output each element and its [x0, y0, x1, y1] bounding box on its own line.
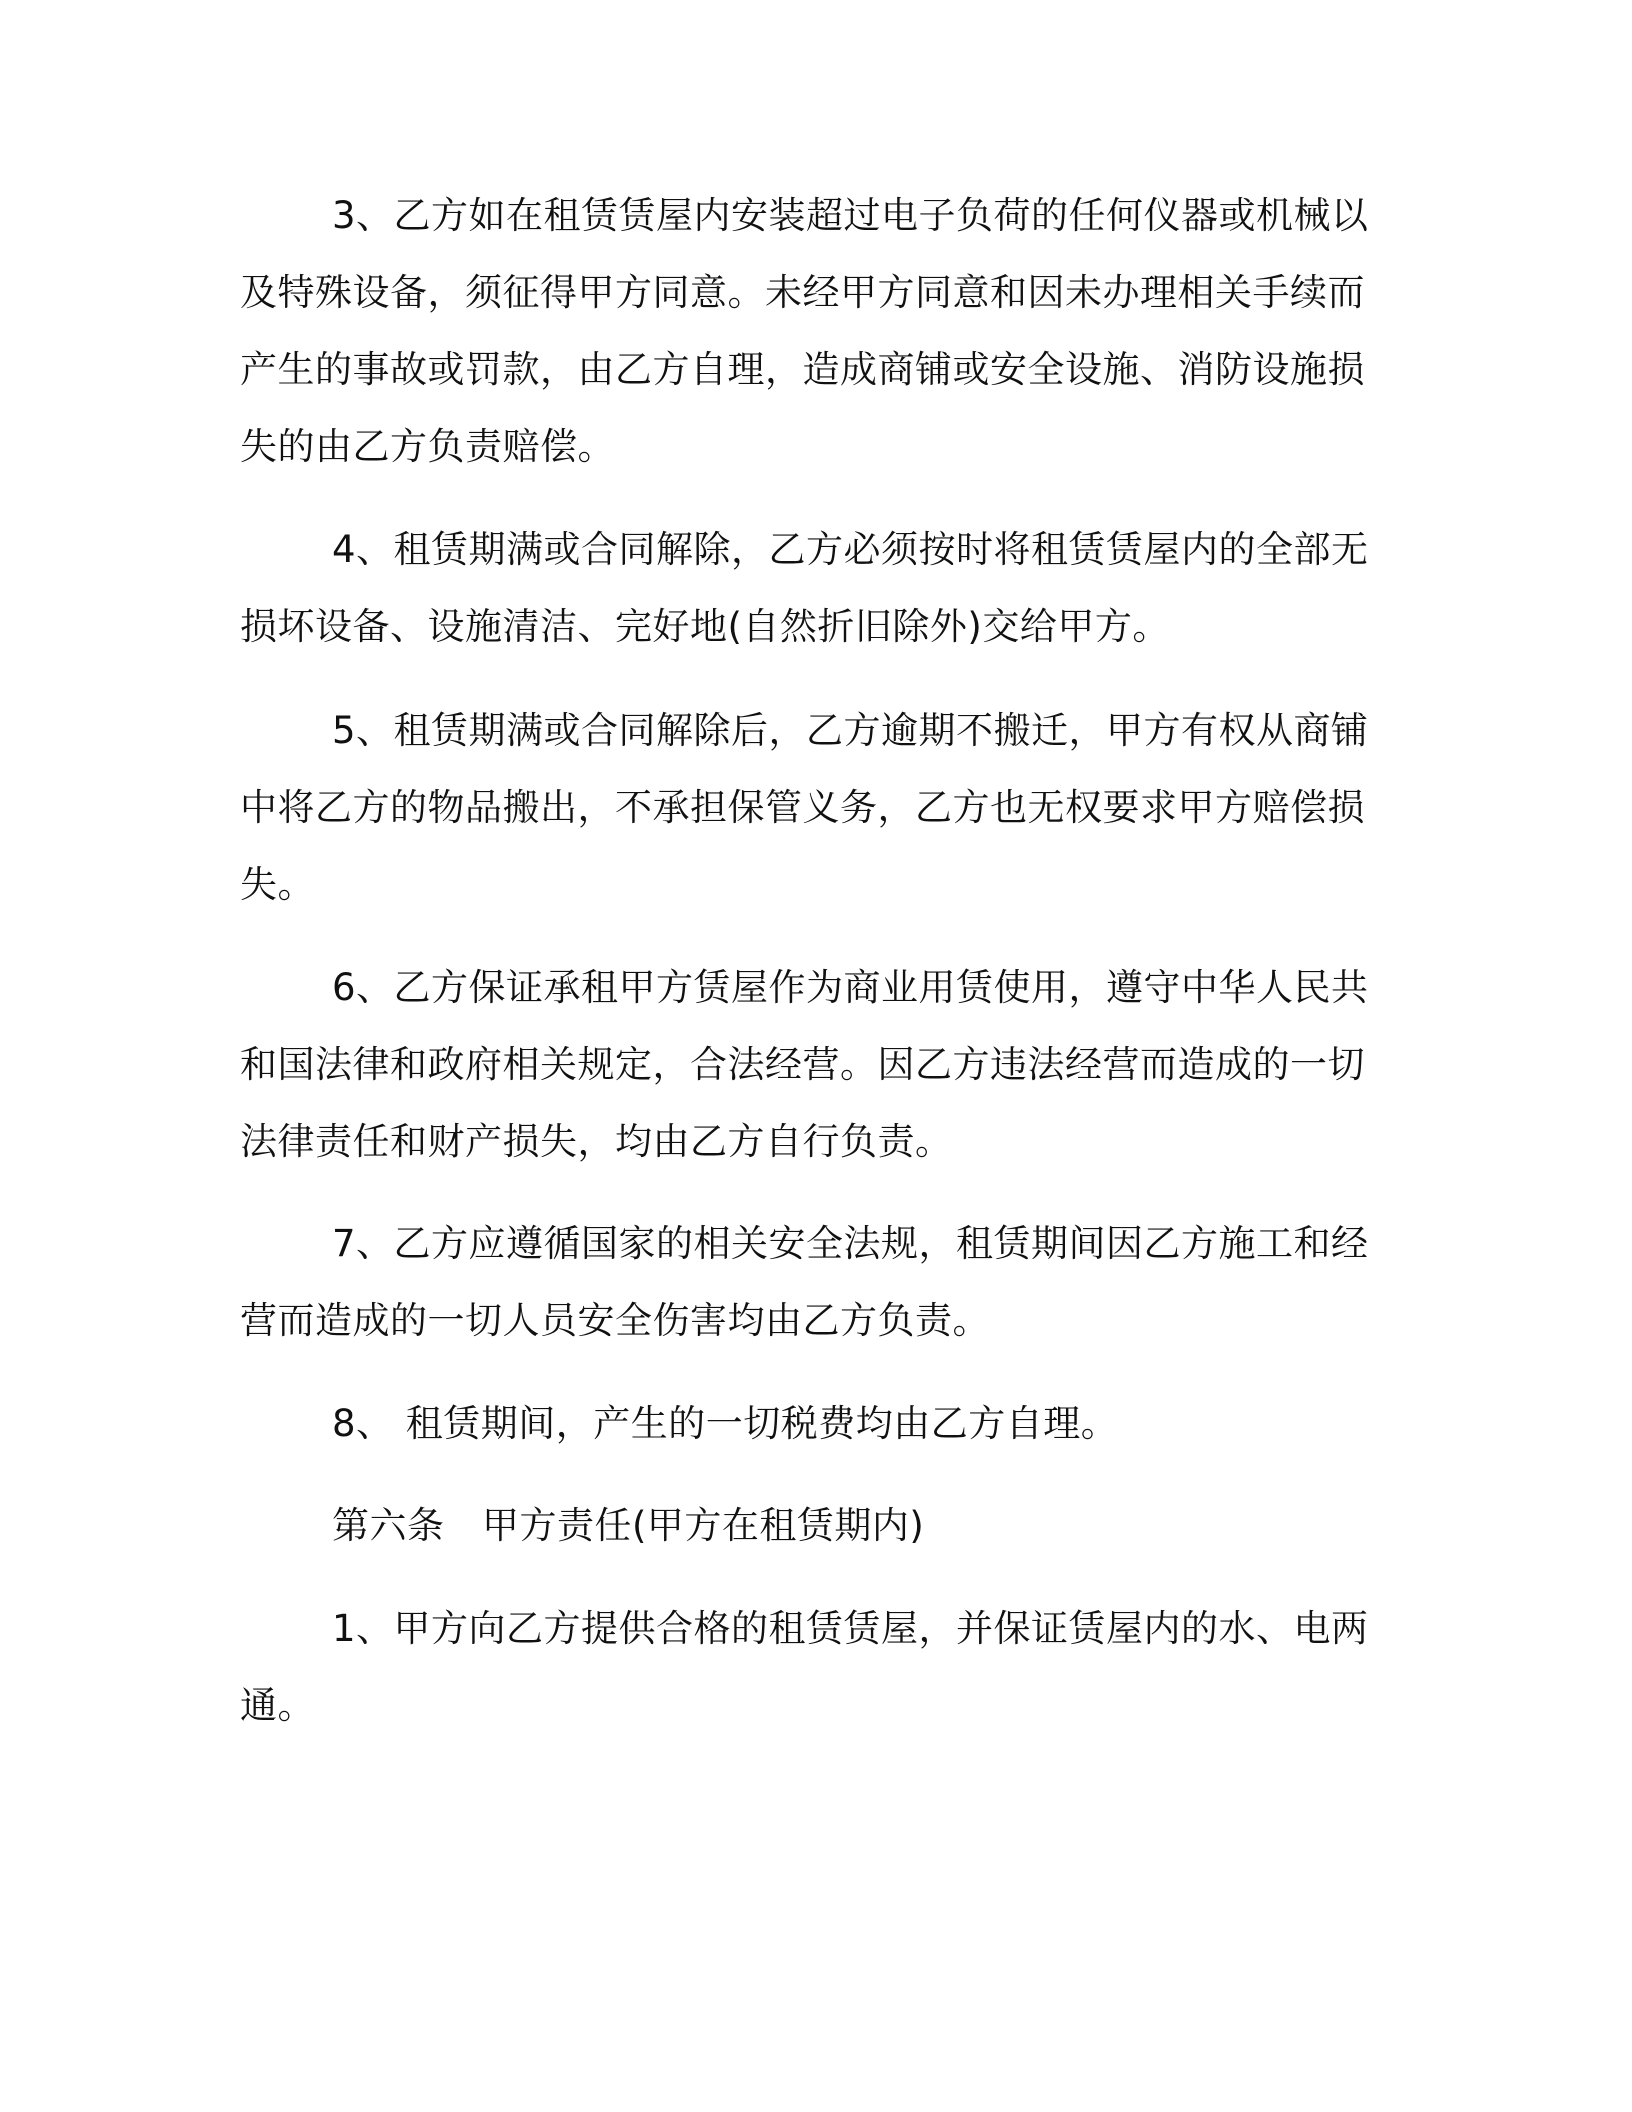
section-6-item-1-line-2: 通。: [240, 1684, 315, 1727]
paragraph-7-line-2: 营而造成的一切人员安全伤害均由乙方负责。: [240, 1299, 990, 1342]
section-heading: 第六条 甲方责任(甲方在租赁期内): [332, 1504, 925, 1547]
paragraph-6-line-1: 6、乙方保证承租甲方赁屋作为商业用赁使用，遵守中华人民共: [332, 966, 1369, 1009]
paragraph-3-line-2: 及特殊设备，须征得甲方同意。未经甲方同意和因未办理相关手续而: [240, 271, 1365, 314]
paragraph-3-line-1: 3、乙方如在租赁赁屋内安装超过电子负荷的任何仪器或机械以: [332, 194, 1369, 237]
paragraph-6-line-3: 法律责任和财产损失，均由乙方自行负责。: [240, 1120, 953, 1163]
paragraph-5-line-1: 5、租赁期满或合同解除后，乙方逾期不搬迁，甲方有权从商铺: [332, 709, 1369, 752]
paragraph-4-line-1: 4、租赁期满或合同解除，乙方必须按时将租赁赁屋内的全部无: [332, 528, 1369, 571]
paragraph-5-line-2: 中将乙方的物品搬出，不承担保管义务，乙方也无权要求甲方赔偿损: [240, 786, 1365, 829]
paragraph-6-line-2: 和国法律和政府相关规定，合法经营。因乙方违法经营而造成的一切: [240, 1043, 1365, 1086]
paragraph-3-line-4: 失的由乙方负责赔偿。: [240, 425, 615, 468]
paragraph-3-line-3: 产生的事故或罚款，由乙方自理，造成商铺或安全设施、消防设施损: [240, 348, 1365, 391]
section-6-item-1-line-1: 1、甲方向乙方提供合格的租赁赁屋，并保证赁屋内的水、电两: [332, 1607, 1369, 1650]
paragraph-7-line-1: 7、乙方应遵循国家的相关安全法规，租赁期间因乙方施工和经: [332, 1222, 1369, 1265]
paragraph-5-line-3: 失。: [240, 863, 315, 906]
paragraph-8-line-1: 8、 租赁期间，产生的一切税费均由乙方自理。: [332, 1402, 1119, 1445]
paragraph-4-line-2: 损坏设备、设施清洁、完好地(自然折旧除外)交给甲方。: [240, 605, 1170, 648]
